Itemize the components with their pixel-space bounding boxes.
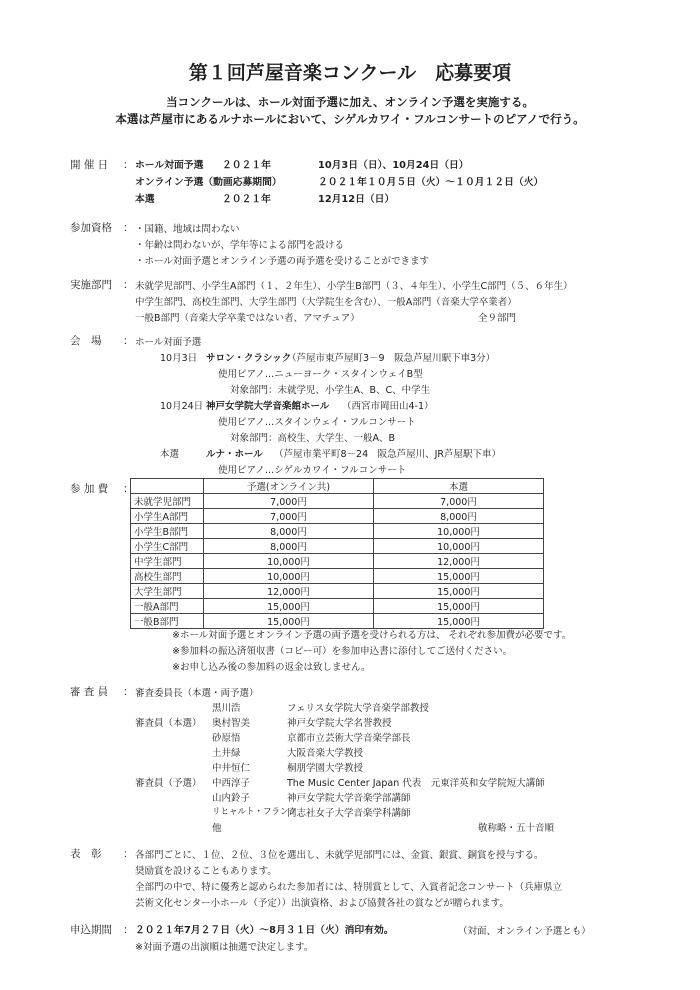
table-row — [131, 539, 544, 554]
table-row — [131, 554, 544, 569]
table-row — [131, 569, 544, 584]
awards-colon: ： — [123, 848, 134, 860]
fee-prelim: 10,000円 — [204, 569, 374, 584]
judge-title: 京都市立芸術大学音楽学部長 — [287, 733, 411, 744]
divisions-line-3: 一般B部門（音楽大学卒業ではない者、アマチュア） — [135, 313, 360, 324]
judge-title: フェリス女学院大学音楽学部教授 — [287, 703, 429, 714]
fee-division: 高校生部門 — [131, 569, 204, 584]
fee-note-1: ※ホール対面予選とオンライン予選の両予選を受けられる方は、 それぞれ参加費が必要です。 — [172, 630, 572, 641]
judges-label: 審 査 員 — [70, 686, 109, 698]
fee-division: 未就学児部門 — [131, 494, 204, 509]
venue1-date: 10月3日 — [160, 353, 198, 364]
table-row — [131, 599, 544, 614]
dates-label: 開 催 日 — [70, 159, 109, 171]
fee-note-2: ※参加料の振込済領収書（コピー可）を参加申込書に添付してご送付ください。 — [172, 646, 513, 657]
fee-division: 一般A部門 — [131, 599, 204, 614]
judge-title: 神戸女学院大学名誉教授 — [287, 718, 392, 729]
date-year-hall: ２０２１年 — [222, 160, 271, 171]
fee-division: 大学生部門 — [131, 584, 204, 599]
judges-honorific: 敬称略・五十音順 — [478, 823, 555, 834]
awards-line-3: 全部門の中で、特に優秀と認められた参加者には、特別賞として、入賞者記念コンサート（兵庫県立 — [135, 882, 563, 893]
fee-division: 中学生部門 — [131, 554, 204, 569]
judge-name: 中西淳子 — [212, 778, 251, 789]
fee-final: 8,000円 — [374, 509, 544, 524]
judge-name: 砂原悟 — [212, 733, 241, 744]
fee-final: 15,000円 — [374, 599, 544, 614]
judge-name: 奥村智美 — [212, 718, 251, 729]
fee-final: 10,000円 — [374, 524, 544, 539]
fee-header-division — [131, 479, 204, 494]
divisions-label: 実施部門 — [70, 279, 112, 291]
awards-label: 表 彰 — [70, 848, 102, 860]
eligibility-line-2: ・年齢は問わないが、学年等による部門を設ける — [135, 240, 345, 251]
fee-final: 12,000円 — [374, 554, 544, 569]
eligibility-line-1: ・国籍、地域は問わない — [135, 224, 240, 235]
fees-label: 参 加 費 — [70, 483, 109, 495]
judges-final-heading: 審査員（本選） — [135, 718, 202, 729]
venue-final-label: 本選 — [160, 449, 180, 460]
venue-final-address: （芦屋市業平町8－24 阪急芦屋川、JR芦屋駅下車） — [274, 449, 502, 460]
divisions-line-2: 中学生部門、高校生部門、大学生部門（大学院生を含む）、一般A部門（音楽大学卒業者） — [135, 297, 517, 308]
venue-prelim-heading: ホール対面予選 — [135, 337, 202, 348]
venue2-date: 10月24日 — [160, 401, 204, 412]
awards-line-1: 各部門ごとに、１位、２位、３位を選出し、未就学児部門には、金賞、銀賞、銅賞を授与する。 — [135, 850, 544, 861]
judges-others: 他 — [212, 823, 222, 834]
intro-line-1: 当コンクールは、ホール対面予選に加え、オンライン予選を実施する。 — [166, 95, 534, 109]
fee-prelim: 12,000円 — [204, 584, 374, 599]
fee-note-3: ※お申し込み後の参加料の返金は致しません。 — [172, 662, 371, 673]
fee-table-header — [131, 479, 544, 494]
eligibility-colon: ： — [123, 222, 134, 234]
fee-division: 小学生C部門 — [131, 539, 204, 554]
divisions-colon: ： — [123, 279, 134, 291]
venue2-name: 神戸女学院大学音楽館ホール — [206, 401, 330, 412]
venue1-name: サロン・クラシック — [206, 353, 292, 364]
judge-title: 桐朋学園大学教授 — [287, 763, 364, 774]
judge-name: リヒャルト・フランク — [212, 807, 297, 817]
awards-line-2: 奨励賞を設けることもあります。 — [135, 866, 277, 877]
fee-prelim: 7,000円 — [204, 494, 374, 509]
application-period: ２０２１年7月２７日（火）〜8月３１日（火）消印有効。 — [135, 925, 394, 936]
eligibility-line-3: ・ホール対面予選とオンライン予選の両予選を受けることができます — [135, 256, 430, 267]
judge-name: 山内鈴子 — [212, 793, 251, 804]
date-year-final: ２０２１年 — [222, 194, 271, 205]
dates-colon: ： — [123, 159, 134, 171]
intro-line-2: 本選は芦屋市にあるルナホールにおいて、シゲルカワイ・フルコンサートのピアノで行う。 — [115, 112, 585, 126]
fee-final: 15,000円 — [374, 569, 544, 584]
judge-name: 中井恒仁 — [212, 763, 251, 774]
fee-final: 15,000円 — [374, 584, 544, 599]
fees-colon: ： — [123, 483, 134, 495]
venue2-piano: 使用ピアノ…スタインウェイ・フルコンサート — [218, 417, 416, 428]
awards-line-4: 芸術文化センター小ホール（予定））出演資格、および協賛各社の賞などが贈られます。 — [135, 898, 509, 909]
table-row — [131, 524, 544, 539]
table-row — [131, 494, 544, 509]
fee-division: 小学生B部門 — [131, 524, 204, 539]
venue-final-name: ルナ・ホール — [206, 449, 263, 460]
judge-title: 神戸女学院大学音楽学部講師 — [287, 793, 411, 804]
eligibility-label: 参加資格 — [70, 222, 112, 234]
judge-title: 大阪音楽大学教授 — [287, 748, 364, 759]
fee-prelim: 8,000円 — [204, 539, 374, 554]
venue-colon: ： — [123, 335, 134, 347]
fee-prelim: 7,000円 — [204, 509, 374, 524]
table-row — [131, 584, 544, 599]
divisions-total: 全９部門 — [478, 313, 517, 324]
venue-final-piano: 使用ピアノ…シゲルカワイ・フルコンサート — [218, 465, 407, 476]
judges-chair-heading: 審査委員長（本選・両予選） — [135, 688, 259, 699]
venue1-piano: 使用ピアノ…ニューヨーク・スタインウェイB型 — [218, 369, 423, 380]
venue-label: 会 場 — [70, 335, 102, 347]
page-title: 第１回芦屋音楽コンクール 応募要項 — [188, 62, 512, 84]
fee-prelim: 15,000円 — [204, 599, 374, 614]
judge-name: 黒川浩 — [212, 703, 241, 714]
fee-final: 7,000円 — [374, 494, 544, 509]
fee-final: 10,000円 — [374, 539, 544, 554]
judge-title: The Music Center Japan 代表 元東洋英和女学院短大講師 — [287, 778, 545, 789]
date-value-hall: 10月3日（日）、10月24日（日） — [318, 160, 469, 171]
fee-header-final: 本選 — [374, 479, 544, 494]
date-value-final: 12月12日（日） — [318, 194, 395, 205]
divisions-line-1: 未就学児部門、小学生A部門（１、２年生）、小学生B部門（３、４年生）、小学生C部門（５、６年生） — [135, 281, 573, 292]
judge-name: 土井緑 — [212, 748, 241, 759]
venue2-targets: 対象部門：高校生、大学生、一般A、B — [230, 433, 396, 444]
venue1-address: （芦屋市東芦屋町3－9 阪急芦屋川駅下車3分） — [287, 353, 496, 364]
venue2-address: （西宮市岡田山4-1） — [342, 401, 434, 412]
fee-prelim: 8,000円 — [204, 524, 374, 539]
judge-title: 同志社女子大学音楽学科講師 — [287, 808, 411, 819]
application-note: ※対面予選の出演順は抽選で決定します。 — [135, 942, 314, 953]
fee-table — [130, 478, 544, 629]
date-value-online: ２０２１年１０月５日（火）〜１０月１２日（火） — [318, 177, 544, 188]
judges-prelim-heading: 審査員（予選） — [135, 778, 202, 789]
date-name-hall: ホール対面予選 — [135, 160, 204, 171]
fee-division: 一般B部門 — [131, 614, 204, 629]
judges-colon: ： — [123, 686, 134, 698]
application-scope: （対面、オンライン予選とも） — [458, 926, 591, 937]
date-name-final: 本選 — [135, 194, 155, 205]
venue1-targets: 対象部門：未就学児、小学生A、B、C、中学生 — [230, 385, 431, 396]
application-colon: ： — [123, 924, 134, 936]
table-row — [131, 509, 544, 524]
date-name-online: オンライン予選（動画応募期間） — [135, 177, 282, 188]
fee-final: 15,000円 — [374, 614, 544, 629]
fee-header-prelim: 予選(オンライン共) — [204, 479, 374, 494]
fee-prelim: 15,000円 — [204, 614, 374, 629]
application-label: 申込期間 — [70, 924, 112, 936]
fee-prelim: 10,000円 — [204, 554, 374, 569]
fee-division: 小学生A部門 — [131, 509, 204, 524]
